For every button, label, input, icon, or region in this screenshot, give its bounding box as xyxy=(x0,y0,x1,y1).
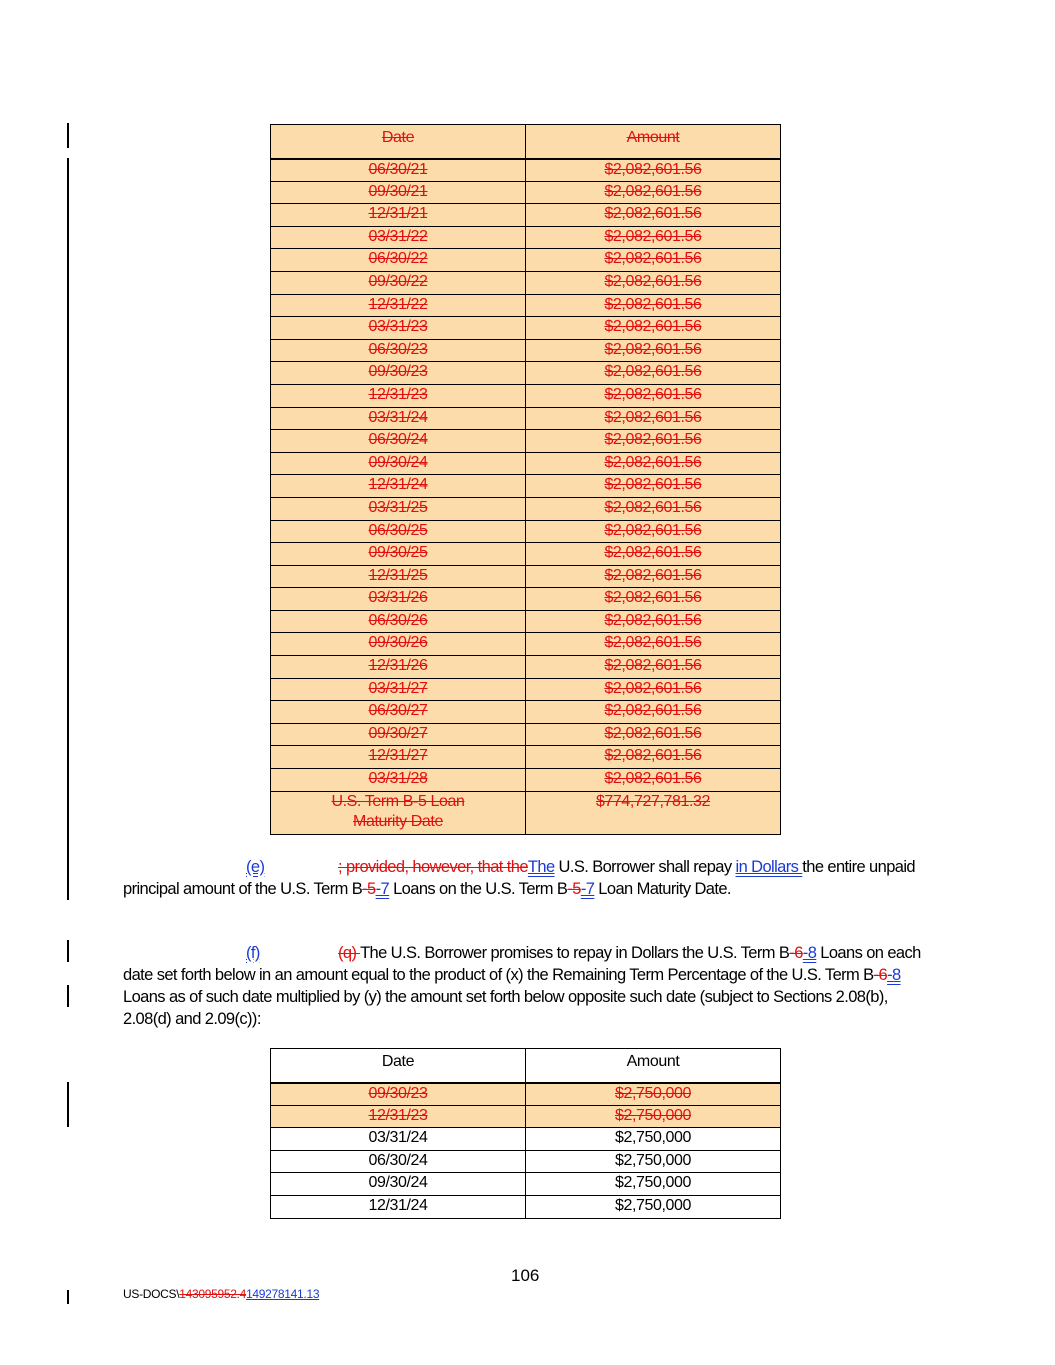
table-row xyxy=(271,678,781,701)
amount-cell: $2,082,601.56 xyxy=(526,565,781,588)
inserted-text: The xyxy=(527,858,555,876)
deleted-amortization-table xyxy=(270,124,781,835)
table-row xyxy=(271,610,781,633)
table-row xyxy=(271,249,781,272)
text: The U.S. Borrower promises to repay in Dollars the U.S. Term B xyxy=(360,944,790,962)
amount-cell: $2,082,601.56 xyxy=(526,701,781,724)
amount-cell: $774,727,781.32 xyxy=(526,791,781,834)
amount-cell: $2,082,601.56 xyxy=(526,271,781,294)
header-date: Date xyxy=(271,125,526,159)
table-row xyxy=(271,407,781,430)
amount-cell: $2,082,601.56 xyxy=(526,294,781,317)
date-cell: 03/31/22 xyxy=(271,226,526,249)
amount-cell: $2,750,000 xyxy=(526,1195,781,1218)
table-row xyxy=(271,204,781,227)
inserted-text: -8 xyxy=(802,944,817,962)
inserted-text: -7 xyxy=(375,880,390,898)
deleted-text: -6 xyxy=(873,966,888,984)
table-header-row xyxy=(271,125,781,159)
text: Loans on each date set forth below in an amount equal to the product of (x) the Remaining Term Percentage of the U.S. Term B xyxy=(123,944,921,984)
amount-cell: $2,750,000 xyxy=(526,1105,781,1128)
amount-cell: $2,082,601.56 xyxy=(526,317,781,340)
table-header-row xyxy=(271,1049,781,1083)
amount-cell: $2,750,000 xyxy=(526,1083,781,1106)
date-cell: 06/30/25 xyxy=(271,520,526,543)
deleted-text: -6 xyxy=(789,944,803,962)
date-cell: 06/30/24 xyxy=(271,1150,526,1173)
date-cell: 12/31/21 xyxy=(271,204,526,227)
amount-cell: $2,082,601.56 xyxy=(526,588,781,611)
amount-cell: $2,082,601.56 xyxy=(526,159,781,182)
table-row xyxy=(271,633,781,656)
document-id-footer xyxy=(123,1287,319,1301)
table-row xyxy=(271,769,781,792)
amount-cell: $2,082,601.56 xyxy=(526,384,781,407)
amount-cell: $2,082,601.56 xyxy=(526,723,781,746)
amount-cell: $2,082,601.56 xyxy=(526,204,781,227)
date-cell: 06/30/27 xyxy=(271,701,526,724)
deleted-text: (q) xyxy=(338,944,361,962)
deleted-text: ; provided, however, that the xyxy=(338,858,528,876)
date-line: Maturity Date xyxy=(353,812,443,830)
amount-cell: $2,082,601.56 xyxy=(526,610,781,633)
date-cell: 06/30/22 xyxy=(271,249,526,272)
table-row xyxy=(271,543,781,566)
amortization-table xyxy=(270,1048,781,1219)
date-cell: 09/30/26 xyxy=(271,633,526,656)
amount-cell: $2,082,601.56 xyxy=(526,181,781,204)
date-cell: 12/31/23 xyxy=(271,1105,526,1128)
amount-cell: $2,082,601.56 xyxy=(526,769,781,792)
paragraph-e xyxy=(123,856,923,900)
table-row xyxy=(271,475,781,498)
paragraph-label: (e) xyxy=(246,858,265,876)
table-row xyxy=(271,588,781,611)
header-date: Date xyxy=(271,1049,526,1083)
table-row xyxy=(271,1105,781,1128)
date-cell: 06/30/21 xyxy=(271,159,526,182)
amount-cell: $2,082,601.56 xyxy=(526,497,781,520)
table-row xyxy=(271,656,781,679)
paragraph-label: (f) xyxy=(246,944,260,962)
amount-cell: $2,082,601.56 xyxy=(526,475,781,498)
date-cell: 12/31/22 xyxy=(271,294,526,317)
change-bar xyxy=(67,940,69,962)
date-cell: 09/30/24 xyxy=(271,452,526,475)
amount-cell: $2,082,601.56 xyxy=(526,543,781,566)
deleted-text: -5 xyxy=(567,880,581,898)
date-cell: 03/31/24 xyxy=(271,407,526,430)
table-row xyxy=(271,701,781,724)
maturity-row xyxy=(271,791,781,834)
change-bar xyxy=(67,158,69,900)
table-row xyxy=(271,1173,781,1196)
table-row xyxy=(271,339,781,362)
header-amount: Amount xyxy=(526,125,781,159)
footer-inserted-id: 149278141.13 xyxy=(246,1287,320,1301)
table-row xyxy=(271,384,781,407)
table-row xyxy=(271,362,781,385)
paragraph-f xyxy=(123,942,923,1030)
date-cell: 09/30/27 xyxy=(271,723,526,746)
footer-deleted-id: 143095952.4 xyxy=(179,1287,247,1301)
amount-cell: $2,082,601.56 xyxy=(526,656,781,679)
table-row xyxy=(271,181,781,204)
amount-cell: $2,082,601.56 xyxy=(526,407,781,430)
text: Loans on the U.S. Term B xyxy=(389,880,568,898)
date-cell: 09/30/23 xyxy=(271,362,526,385)
amount-cell: $2,082,601.56 xyxy=(526,339,781,362)
table-row xyxy=(271,565,781,588)
change-bar xyxy=(67,1082,69,1127)
table-row xyxy=(271,159,781,182)
table-row xyxy=(271,1128,781,1151)
table-row xyxy=(271,1150,781,1173)
text: the entire unpaid principal amount of the U.S. Term B xyxy=(123,858,916,898)
table-row xyxy=(271,294,781,317)
date-line: U.S. Term B-5 Loan xyxy=(331,792,465,810)
date-cell: 12/31/26 xyxy=(271,656,526,679)
date-cell: 03/31/24 xyxy=(271,1128,526,1151)
inserted-text: in Dollars xyxy=(735,858,803,876)
table-row xyxy=(271,497,781,520)
date-cell: 09/30/23 xyxy=(271,1083,526,1106)
change-bar xyxy=(67,1290,69,1304)
table-row xyxy=(271,746,781,769)
amount-cell: $2,082,601.56 xyxy=(526,520,781,543)
date-cell: 03/31/26 xyxy=(271,588,526,611)
date-cell: 12/31/23 xyxy=(271,384,526,407)
amount-cell: $2,082,601.56 xyxy=(526,452,781,475)
header-amount: Amount xyxy=(526,1049,781,1083)
text: Loans as of such date multiplied by (y) the amount set forth below opposite such date (subject to Sections 2.08(b), 2.08(d) and 2.09(c)): xyxy=(123,988,888,1028)
table-row xyxy=(271,430,781,453)
table-row xyxy=(271,520,781,543)
table-row xyxy=(271,452,781,475)
inserted-text: -7 xyxy=(580,880,595,898)
text: Loan Maturity Date. xyxy=(594,880,731,898)
amount-cell: $2,750,000 xyxy=(526,1173,781,1196)
date-cell: 06/30/23 xyxy=(271,339,526,362)
date-cell: 03/31/28 xyxy=(271,769,526,792)
text: U.S. Borrower shall repay xyxy=(554,858,736,876)
amount-cell: $2,082,601.56 xyxy=(526,746,781,769)
date-cell: 12/31/27 xyxy=(271,746,526,769)
date-cell: 12/31/24 xyxy=(271,1195,526,1218)
date-cell: 03/31/23 xyxy=(271,317,526,340)
date-cell: 03/31/27 xyxy=(271,678,526,701)
table-row xyxy=(271,723,781,746)
amount-cell: $2,082,601.56 xyxy=(526,226,781,249)
date-cell: 09/30/21 xyxy=(271,181,526,204)
amount-cell: $2,082,601.56 xyxy=(526,430,781,453)
deleted-text: -5 xyxy=(362,880,376,898)
date-cell: 09/30/24 xyxy=(271,1173,526,1196)
amount-cell: $2,082,601.56 xyxy=(526,362,781,385)
footer-prefix: US-DOCS\ xyxy=(123,1287,180,1301)
table-row xyxy=(271,1195,781,1218)
table-row xyxy=(271,226,781,249)
date-cell: 03/31/25 xyxy=(271,497,526,520)
date-cell: 09/30/22 xyxy=(271,271,526,294)
table-row xyxy=(271,317,781,340)
date-cell: 06/30/26 xyxy=(271,610,526,633)
change-bar xyxy=(67,123,69,148)
date-cell xyxy=(271,791,526,834)
amount-cell: $2,082,601.56 xyxy=(526,249,781,272)
page-number: 106 xyxy=(511,1266,540,1285)
date-cell: 06/30/24 xyxy=(271,430,526,453)
date-cell: 12/31/24 xyxy=(271,475,526,498)
change-bar xyxy=(67,985,69,1007)
amount-cell: $2,750,000 xyxy=(526,1150,781,1173)
table-row xyxy=(271,1083,781,1106)
amount-cell: $2,750,000 xyxy=(526,1128,781,1151)
amount-cell: $2,082,601.56 xyxy=(526,678,781,701)
date-cell: 09/30/25 xyxy=(271,543,526,566)
table-row xyxy=(271,271,781,294)
inserted-text: -8 xyxy=(887,966,901,984)
date-cell: 12/31/25 xyxy=(271,565,526,588)
amount-cell: $2,082,601.56 xyxy=(526,633,781,656)
